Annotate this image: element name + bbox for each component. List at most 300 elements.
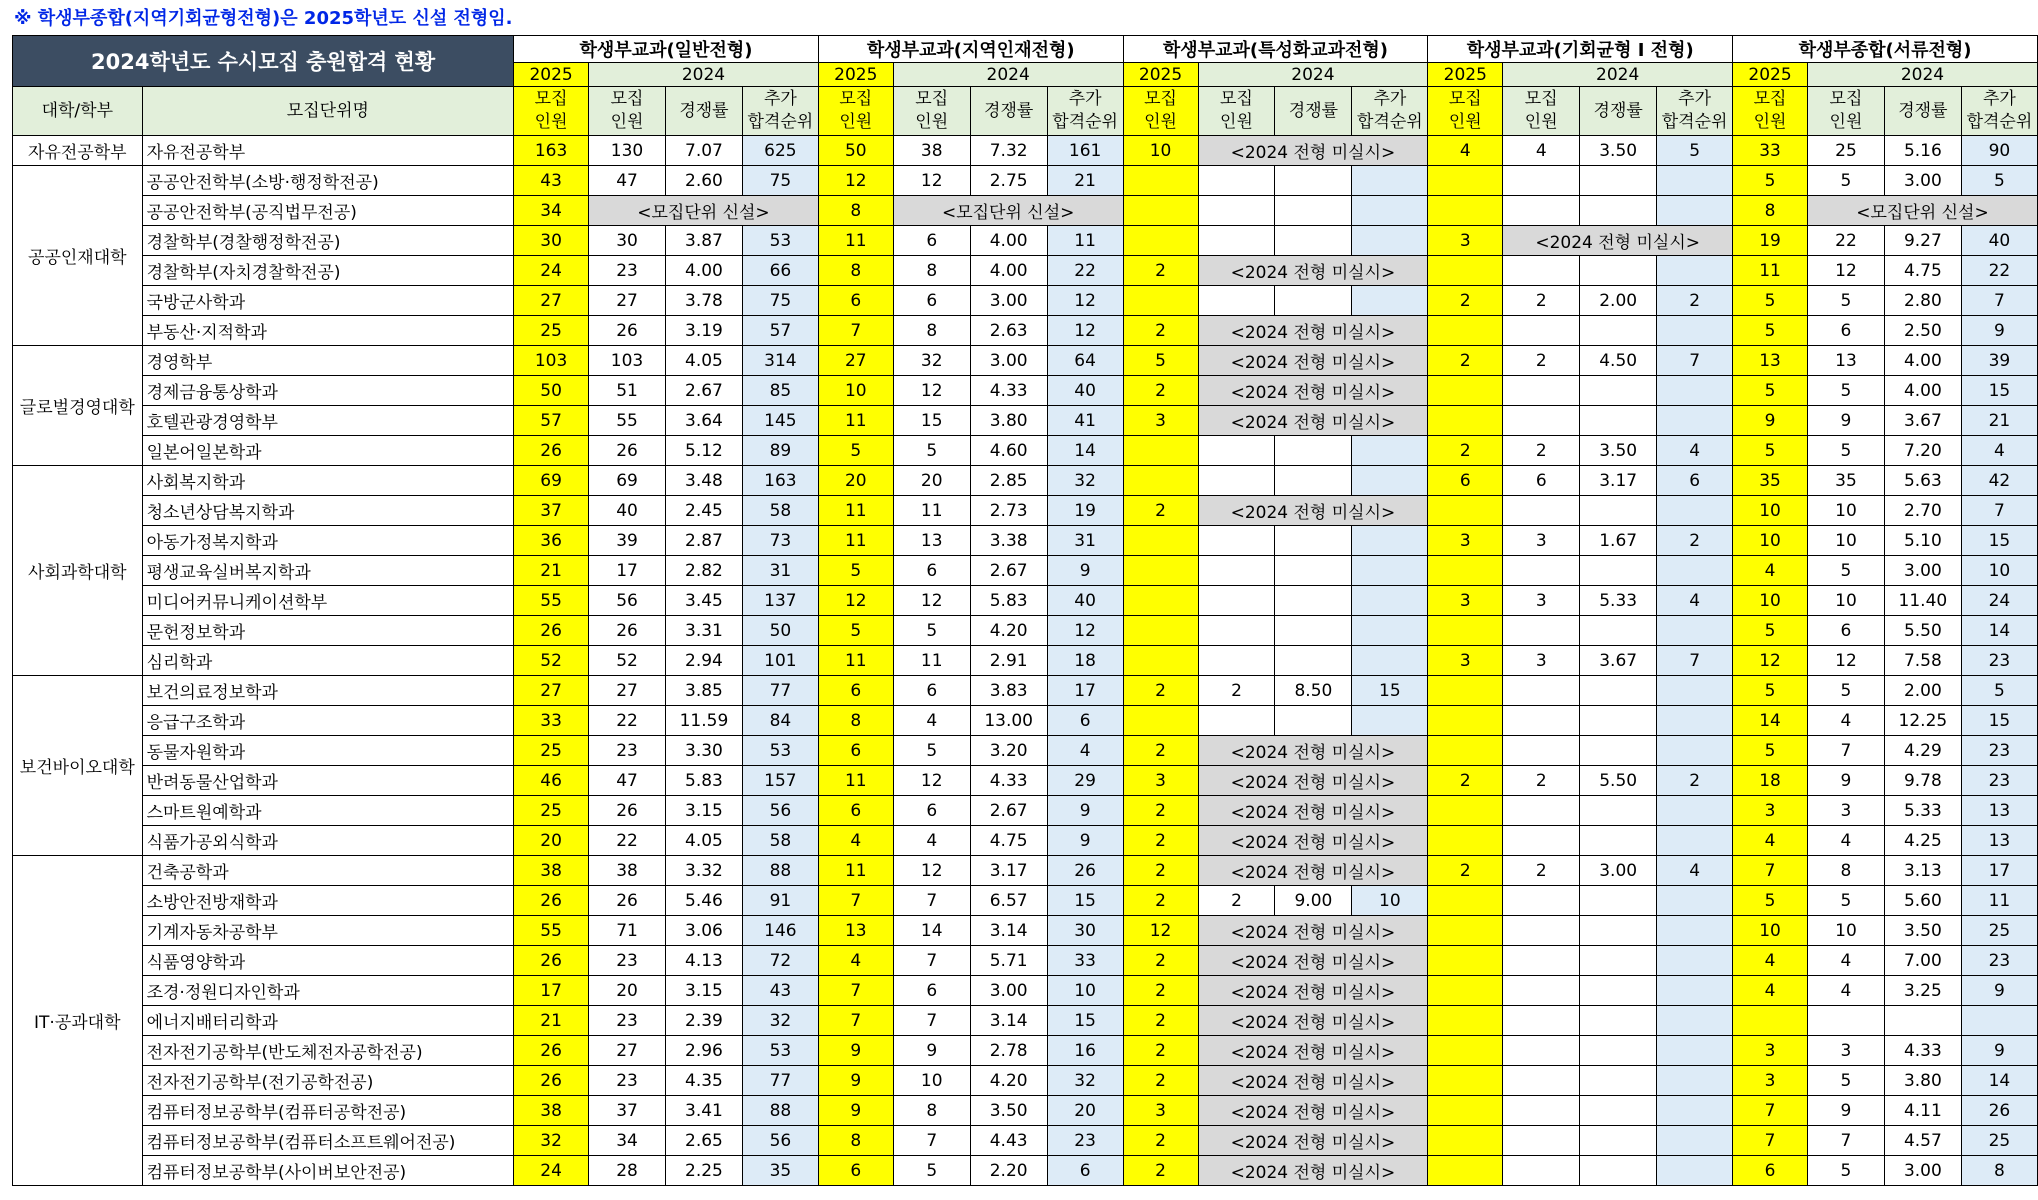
- quota-2024: 52: [589, 646, 666, 676]
- additional-rank: 77: [742, 676, 818, 706]
- quota-2025: 3: [1428, 226, 1503, 256]
- quota-2025: 163: [514, 136, 589, 166]
- competition-ratio: 4.35: [665, 1066, 742, 1096]
- competition-ratio: [1580, 166, 1657, 196]
- unit-name: 국방군사학과: [142, 286, 514, 316]
- competition-ratio: [1275, 226, 1352, 256]
- quota-2025: 21: [514, 556, 589, 586]
- quota-2024: [1503, 316, 1580, 346]
- quota-2025: 8: [818, 196, 893, 226]
- additional-rank: 40: [1961, 226, 2037, 256]
- competition-ratio: 4.20: [970, 616, 1047, 646]
- college-name: 사회과학대학: [13, 466, 143, 676]
- competition-ratio: 3.67: [1884, 406, 1961, 436]
- unit-name: 호텔관광경영학부: [142, 406, 514, 436]
- table-row: [13, 946, 2038, 976]
- quota-2025: 2: [1428, 436, 1503, 466]
- quota-2024: 12: [1807, 256, 1884, 286]
- additional-rank: 22: [1961, 256, 2037, 286]
- quota-2024: 5: [893, 736, 970, 766]
- quota-2025: [1428, 1006, 1503, 1036]
- sub-column-header: 추가 합격순위: [1352, 87, 1428, 136]
- competition-ratio: [1580, 676, 1657, 706]
- competition-ratio: [1275, 616, 1352, 646]
- quota-2025: 4: [818, 826, 893, 856]
- competition-ratio: 3.50: [1580, 136, 1657, 166]
- competition-ratio: 7.32: [970, 136, 1047, 166]
- quota-2024: 3: [1807, 1036, 1884, 1066]
- additional-rank: 25: [1961, 1126, 2037, 1156]
- quota-2024: [1198, 646, 1275, 676]
- quota-2024: [1503, 886, 1580, 916]
- additional-rank: 9: [1961, 976, 2037, 1006]
- quota-2024: [1198, 616, 1275, 646]
- additional-rank: [1657, 166, 1733, 196]
- unit-name: 에너지배터리학과: [142, 1006, 514, 1036]
- quota-2024: [1198, 196, 1275, 226]
- additional-rank: [1657, 376, 1733, 406]
- quota-2024: 5: [1807, 676, 1884, 706]
- competition-ratio: [1580, 256, 1657, 286]
- quota-2025: 7: [1733, 1096, 1808, 1126]
- competition-ratio: 4.00: [970, 256, 1047, 286]
- competition-ratio: 3.00: [1884, 556, 1961, 586]
- not-held-note: <2024 전형 미실시>: [1198, 916, 1428, 946]
- quota-2025: 6: [818, 286, 893, 316]
- table-row: [13, 436, 2038, 466]
- table-row: [13, 166, 2038, 196]
- competition-ratio: [1275, 196, 1352, 226]
- competition-ratio: 5.63: [1884, 466, 1961, 496]
- additional-rank: [1961, 1006, 2037, 1036]
- not-held-note: <2024 전형 미실시>: [1198, 976, 1428, 1006]
- quota-2024: 5: [1807, 556, 1884, 586]
- quota-2024: 5: [893, 1156, 970, 1186]
- additional-rank: 15: [1961, 706, 2037, 736]
- not-held-note: <2024 전형 미실시>: [1198, 256, 1428, 286]
- additional-rank: 11: [1047, 226, 1123, 256]
- additional-rank: 314: [742, 346, 818, 376]
- quota-2025: 2: [1123, 1126, 1198, 1156]
- table-row: [13, 886, 2038, 916]
- competition-ratio: 4.29: [1884, 736, 1961, 766]
- quota-2025: 20: [514, 826, 589, 856]
- quota-2025: 3: [1733, 796, 1808, 826]
- college-name: 보건바이오대학: [13, 676, 143, 856]
- additional-rank: [1657, 256, 1733, 286]
- quota-2024: 26: [589, 796, 666, 826]
- competition-ratio: 3.38: [970, 526, 1047, 556]
- competition-ratio: 3.48: [665, 466, 742, 496]
- additional-rank: [1657, 556, 1733, 586]
- quota-2024: [1503, 1156, 1580, 1186]
- quota-2024: 35: [1807, 466, 1884, 496]
- competition-ratio: 4.33: [970, 376, 1047, 406]
- unit-name: 공공안전학부(소방·행정학전공): [142, 166, 514, 196]
- competition-ratio: 3.06: [665, 916, 742, 946]
- competition-ratio: 4.43: [970, 1126, 1047, 1156]
- sub-column-header: 추가 합격순위: [1961, 87, 2037, 136]
- additional-rank: 7: [1961, 286, 2037, 316]
- additional-rank: 91: [742, 886, 818, 916]
- not-held-note: <2024 전형 미실시>: [1503, 226, 1733, 256]
- quota-2024: 7: [893, 946, 970, 976]
- additional-rank: 56: [742, 1126, 818, 1156]
- sub-column-header: 추가 합격순위: [1657, 87, 1733, 136]
- quota-2025: 2: [1123, 976, 1198, 1006]
- competition-ratio: 3.15: [665, 976, 742, 1006]
- additional-rank: 35: [742, 1156, 818, 1186]
- quota-2025: 32: [514, 1126, 589, 1156]
- additional-rank: 10: [1047, 976, 1123, 1006]
- competition-ratio: 3.00: [1884, 166, 1961, 196]
- quota-2024: 5: [1807, 1066, 1884, 1096]
- quota-2024: 6: [1503, 466, 1580, 496]
- additional-rank: 53: [742, 226, 818, 256]
- quota-2025: 25: [514, 316, 589, 346]
- quota-2024: 9: [1807, 766, 1884, 796]
- quota-2024: 4: [1807, 706, 1884, 736]
- quota-2025: 2: [1123, 1156, 1198, 1186]
- competition-ratio: 3.17: [970, 856, 1047, 886]
- quota-2025: 7: [818, 976, 893, 1006]
- additional-rank: [1352, 436, 1428, 466]
- quota-2025: 2: [1123, 676, 1198, 706]
- quota-2025: [1428, 256, 1503, 286]
- additional-rank: 625: [742, 136, 818, 166]
- quota-2024: 2: [1503, 766, 1580, 796]
- quota-2025: 4: [1733, 826, 1808, 856]
- not-held-note: <2024 전형 미실시>: [1198, 826, 1428, 856]
- quota-2024: 20: [893, 466, 970, 496]
- additional-rank: 50: [742, 616, 818, 646]
- quota-2024: 22: [589, 826, 666, 856]
- quota-2025: 26: [514, 616, 589, 646]
- additional-rank: 57: [742, 316, 818, 346]
- quota-2025: [1428, 976, 1503, 1006]
- additional-rank: 22: [1047, 256, 1123, 286]
- additional-rank: [1352, 166, 1428, 196]
- quota-2025: [1428, 166, 1503, 196]
- quota-2024: 6: [1807, 616, 1884, 646]
- unit-name: 보건의료정보학과: [142, 676, 514, 706]
- quota-2024: 10: [1807, 526, 1884, 556]
- quota-2024: 4: [893, 826, 970, 856]
- quota-2025: 2: [1428, 286, 1503, 316]
- competition-ratio: 3.80: [1884, 1066, 1961, 1096]
- competition-ratio: 2.87: [665, 526, 742, 556]
- competition-ratio: [1275, 586, 1352, 616]
- competition-ratio: [1580, 886, 1657, 916]
- quota-2025: 24: [514, 1156, 589, 1186]
- additional-rank: 72: [742, 946, 818, 976]
- not-held-note: <2024 전형 미실시>: [1198, 736, 1428, 766]
- competition-ratio: 3.14: [970, 1006, 1047, 1036]
- quota-2024: [1198, 166, 1275, 196]
- quota-2025: [1123, 226, 1198, 256]
- quota-2025: 2: [1123, 856, 1198, 886]
- quota-2025: 6: [818, 676, 893, 706]
- competition-ratio: [1580, 1096, 1657, 1126]
- competition-ratio: 5.12: [665, 436, 742, 466]
- quota-2025: [1428, 886, 1503, 916]
- quota-2025: 2: [1123, 946, 1198, 976]
- additional-rank: 32: [742, 1006, 818, 1036]
- competition-ratio: [1275, 526, 1352, 556]
- additional-rank: 32: [1047, 1066, 1123, 1096]
- additional-rank: 2: [1657, 766, 1733, 796]
- quota-2025: 11: [818, 406, 893, 436]
- year-2024-header: 2024: [1807, 63, 2037, 87]
- quota-2025: [1428, 946, 1503, 976]
- quota-2025: [1733, 1006, 1808, 1036]
- quota-2025: 2: [1428, 766, 1503, 796]
- additional-rank: 163: [742, 466, 818, 496]
- additional-rank: [1657, 916, 1733, 946]
- competition-ratio: [1275, 466, 1352, 496]
- table-row: [13, 1156, 2038, 1186]
- quota-2024: 4: [1807, 976, 1884, 1006]
- quota-2025: 38: [514, 856, 589, 886]
- unit-name: 청소년상담복지학과: [142, 496, 514, 526]
- additional-rank: 15: [1961, 376, 2037, 406]
- college-name: IT·공과대학: [13, 856, 143, 1186]
- table-row: [13, 916, 2038, 946]
- quota-2024: [1503, 406, 1580, 436]
- quota-2025: 5: [1733, 166, 1808, 196]
- competition-ratio: [1580, 376, 1657, 406]
- additional-rank: [1352, 706, 1428, 736]
- quota-2024: 6: [893, 556, 970, 586]
- quota-2024: 7: [1807, 736, 1884, 766]
- competition-ratio: 2.96: [665, 1036, 742, 1066]
- competition-ratio: 3.15: [665, 796, 742, 826]
- quota-2025: 6: [818, 796, 893, 826]
- quota-2025: 21: [514, 1006, 589, 1036]
- competition-ratio: [1580, 1066, 1657, 1096]
- quota-2025: 37: [514, 496, 589, 526]
- quota-2024: 2: [1503, 436, 1580, 466]
- not-held-note: <2024 전형 미실시>: [1198, 1096, 1428, 1126]
- quota-2025: 50: [514, 376, 589, 406]
- competition-ratio: 3.80: [970, 406, 1047, 436]
- additional-rank: 23: [1961, 736, 2037, 766]
- quota-2025: 4: [1733, 946, 1808, 976]
- additional-rank: [1657, 796, 1733, 826]
- group-header: 학생부교과(지역인재전형): [818, 36, 1123, 63]
- quota-2025: [1428, 616, 1503, 646]
- quota-2024: 13: [893, 526, 970, 556]
- quota-2024: 39: [589, 526, 666, 556]
- table-row: [13, 646, 2038, 676]
- quota-2024: 27: [589, 1036, 666, 1066]
- quota-2024: 10: [1807, 586, 1884, 616]
- quota-2025: 4: [1428, 136, 1503, 166]
- quota-2024: [1503, 976, 1580, 1006]
- quota-2024: 6: [1807, 316, 1884, 346]
- quota-2024: 103: [589, 346, 666, 376]
- quota-2025: 4: [1733, 976, 1808, 1006]
- additional-rank: 84: [742, 706, 818, 736]
- quota-2025: 26: [514, 886, 589, 916]
- quota-2024: 12: [893, 586, 970, 616]
- competition-ratio: 2.65: [665, 1126, 742, 1156]
- competition-ratio: 7.58: [1884, 646, 1961, 676]
- quota-2024: 25: [1807, 136, 1884, 166]
- additional-rank: 75: [742, 286, 818, 316]
- quota-2024: 11: [893, 496, 970, 526]
- notice-text: ※ 학생부종합(지역기회균형전형)은 2025학년도 신설 전형임.: [14, 8, 513, 29]
- quota-2025: 6: [818, 1156, 893, 1186]
- quota-2025: [1123, 616, 1198, 646]
- competition-ratio: 2.85: [970, 466, 1047, 496]
- quota-2025: 10: [1733, 496, 1808, 526]
- additional-rank: 2: [1657, 526, 1733, 556]
- quota-2025: 12: [1733, 646, 1808, 676]
- quota-2025: 7: [818, 886, 893, 916]
- competition-ratio: 7.00: [1884, 946, 1961, 976]
- additional-rank: 13: [1961, 826, 2037, 856]
- competition-ratio: 2.94: [665, 646, 742, 676]
- additional-rank: 23: [1961, 946, 2037, 976]
- additional-rank: 157: [742, 766, 818, 796]
- sub-column-header: 모집 인원: [1428, 87, 1503, 136]
- additional-rank: 33: [1047, 946, 1123, 976]
- quota-2025: 3: [1428, 586, 1503, 616]
- competition-ratio: 2.50: [1884, 316, 1961, 346]
- quota-2025: 2: [1123, 886, 1198, 916]
- quota-2025: [1428, 406, 1503, 436]
- not-held-note: <2024 전형 미실시>: [1198, 1156, 1428, 1186]
- additional-rank: [1352, 226, 1428, 256]
- quota-2024: 8: [893, 316, 970, 346]
- additional-rank: 9: [1047, 796, 1123, 826]
- quota-2025: 55: [514, 916, 589, 946]
- additional-rank: 4: [1047, 736, 1123, 766]
- quota-2024: [1503, 1036, 1580, 1066]
- quota-2024: 37: [589, 1096, 666, 1126]
- quota-2025: 9: [1733, 406, 1808, 436]
- table-row: [13, 1006, 2038, 1036]
- quota-2024: 2: [1198, 886, 1275, 916]
- not-held-note: <2024 전형 미실시>: [1198, 856, 1428, 886]
- college-name: 자유전공학부: [13, 136, 143, 166]
- additional-rank: 161: [1047, 136, 1123, 166]
- additional-rank: 40: [1047, 586, 1123, 616]
- competition-ratio: 3.19: [665, 316, 742, 346]
- table-row: [13, 346, 2038, 376]
- quota-2024: [1503, 706, 1580, 736]
- competition-ratio: 3.64: [665, 406, 742, 436]
- new-unit-note: <모집단위 신설>: [589, 196, 819, 226]
- quota-2024: 10: [1807, 496, 1884, 526]
- additional-rank: 64: [1047, 346, 1123, 376]
- additional-rank: 146: [742, 916, 818, 946]
- competition-ratio: [1580, 736, 1657, 766]
- quota-2024: [1503, 376, 1580, 406]
- quota-2024: 3: [1503, 526, 1580, 556]
- quota-2025: [1428, 556, 1503, 586]
- additional-rank: 8: [1961, 1156, 2037, 1186]
- quota-2025: [1428, 1066, 1503, 1096]
- additional-rank: 9: [1961, 1036, 2037, 1066]
- additional-rank: 5: [1961, 166, 2037, 196]
- quota-2024: 6: [893, 286, 970, 316]
- competition-ratio: 4.00: [970, 226, 1047, 256]
- competition-ratio: 2.25: [665, 1156, 742, 1186]
- quota-2024: 20: [589, 976, 666, 1006]
- quota-2025: 9: [818, 1036, 893, 1066]
- quota-2025: 8: [818, 256, 893, 286]
- additional-rank: [1657, 316, 1733, 346]
- competition-ratio: [1580, 316, 1657, 346]
- competition-ratio: [1580, 706, 1657, 736]
- quota-2024: 34: [589, 1126, 666, 1156]
- competition-ratio: [1580, 196, 1657, 226]
- quota-2024: 2: [1503, 286, 1580, 316]
- table-row: [13, 496, 2038, 526]
- competition-ratio: 4.05: [665, 346, 742, 376]
- table-row: [13, 586, 2038, 616]
- quota-2025: [1123, 466, 1198, 496]
- additional-rank: 41: [1047, 406, 1123, 436]
- quota-2024: 13: [1807, 346, 1884, 376]
- competition-ratio: [1580, 826, 1657, 856]
- quota-2025: [1428, 736, 1503, 766]
- competition-ratio: 9.00: [1275, 886, 1352, 916]
- quota-2024: 4: [893, 706, 970, 736]
- quota-2025: 6: [1733, 1156, 1808, 1186]
- additional-rank: 14: [1961, 1066, 2037, 1096]
- quota-2024: 12: [1807, 646, 1884, 676]
- sub-column-header: 모집 인원: [1807, 87, 1884, 136]
- quota-2025: 5: [1733, 676, 1808, 706]
- competition-ratio: 3.00: [970, 976, 1047, 1006]
- additional-rank: 5: [1961, 676, 2037, 706]
- table-row: [13, 706, 2038, 736]
- not-held-note: <2024 전형 미실시>: [1198, 766, 1428, 796]
- quota-2025: 2: [1123, 826, 1198, 856]
- competition-ratio: 4.25: [1884, 826, 1961, 856]
- quota-2024: 38: [893, 136, 970, 166]
- additional-rank: 66: [742, 256, 818, 286]
- quota-2024: 15: [893, 406, 970, 436]
- competition-ratio: 3.85: [665, 676, 742, 706]
- additional-rank: 32: [1047, 466, 1123, 496]
- additional-rank: [1657, 886, 1733, 916]
- competition-ratio: 3.25: [1884, 976, 1961, 1006]
- not-held-note: <2024 전형 미실시>: [1198, 406, 1428, 436]
- year-2025-header: 2025: [514, 63, 589, 87]
- unit-name: 동물자원학과: [142, 736, 514, 766]
- admission-results-table: [12, 35, 2038, 1186]
- quota-2025: 35: [1733, 466, 1808, 496]
- quota-2024: [1503, 256, 1580, 286]
- quota-2024: 4: [1807, 826, 1884, 856]
- table-row: [13, 406, 2038, 436]
- quota-2024: 6: [893, 226, 970, 256]
- quota-2024: [1503, 1126, 1580, 1156]
- quota-2025: 12: [818, 166, 893, 196]
- competition-ratio: 2.00: [1884, 676, 1961, 706]
- quota-2025: 5: [1733, 886, 1808, 916]
- competition-ratio: 11.40: [1884, 586, 1961, 616]
- additional-rank: 56: [742, 796, 818, 826]
- competition-ratio: [1275, 706, 1352, 736]
- quota-2024: 5: [1807, 376, 1884, 406]
- quota-2025: 69: [514, 466, 589, 496]
- quota-2024: 12: [893, 766, 970, 796]
